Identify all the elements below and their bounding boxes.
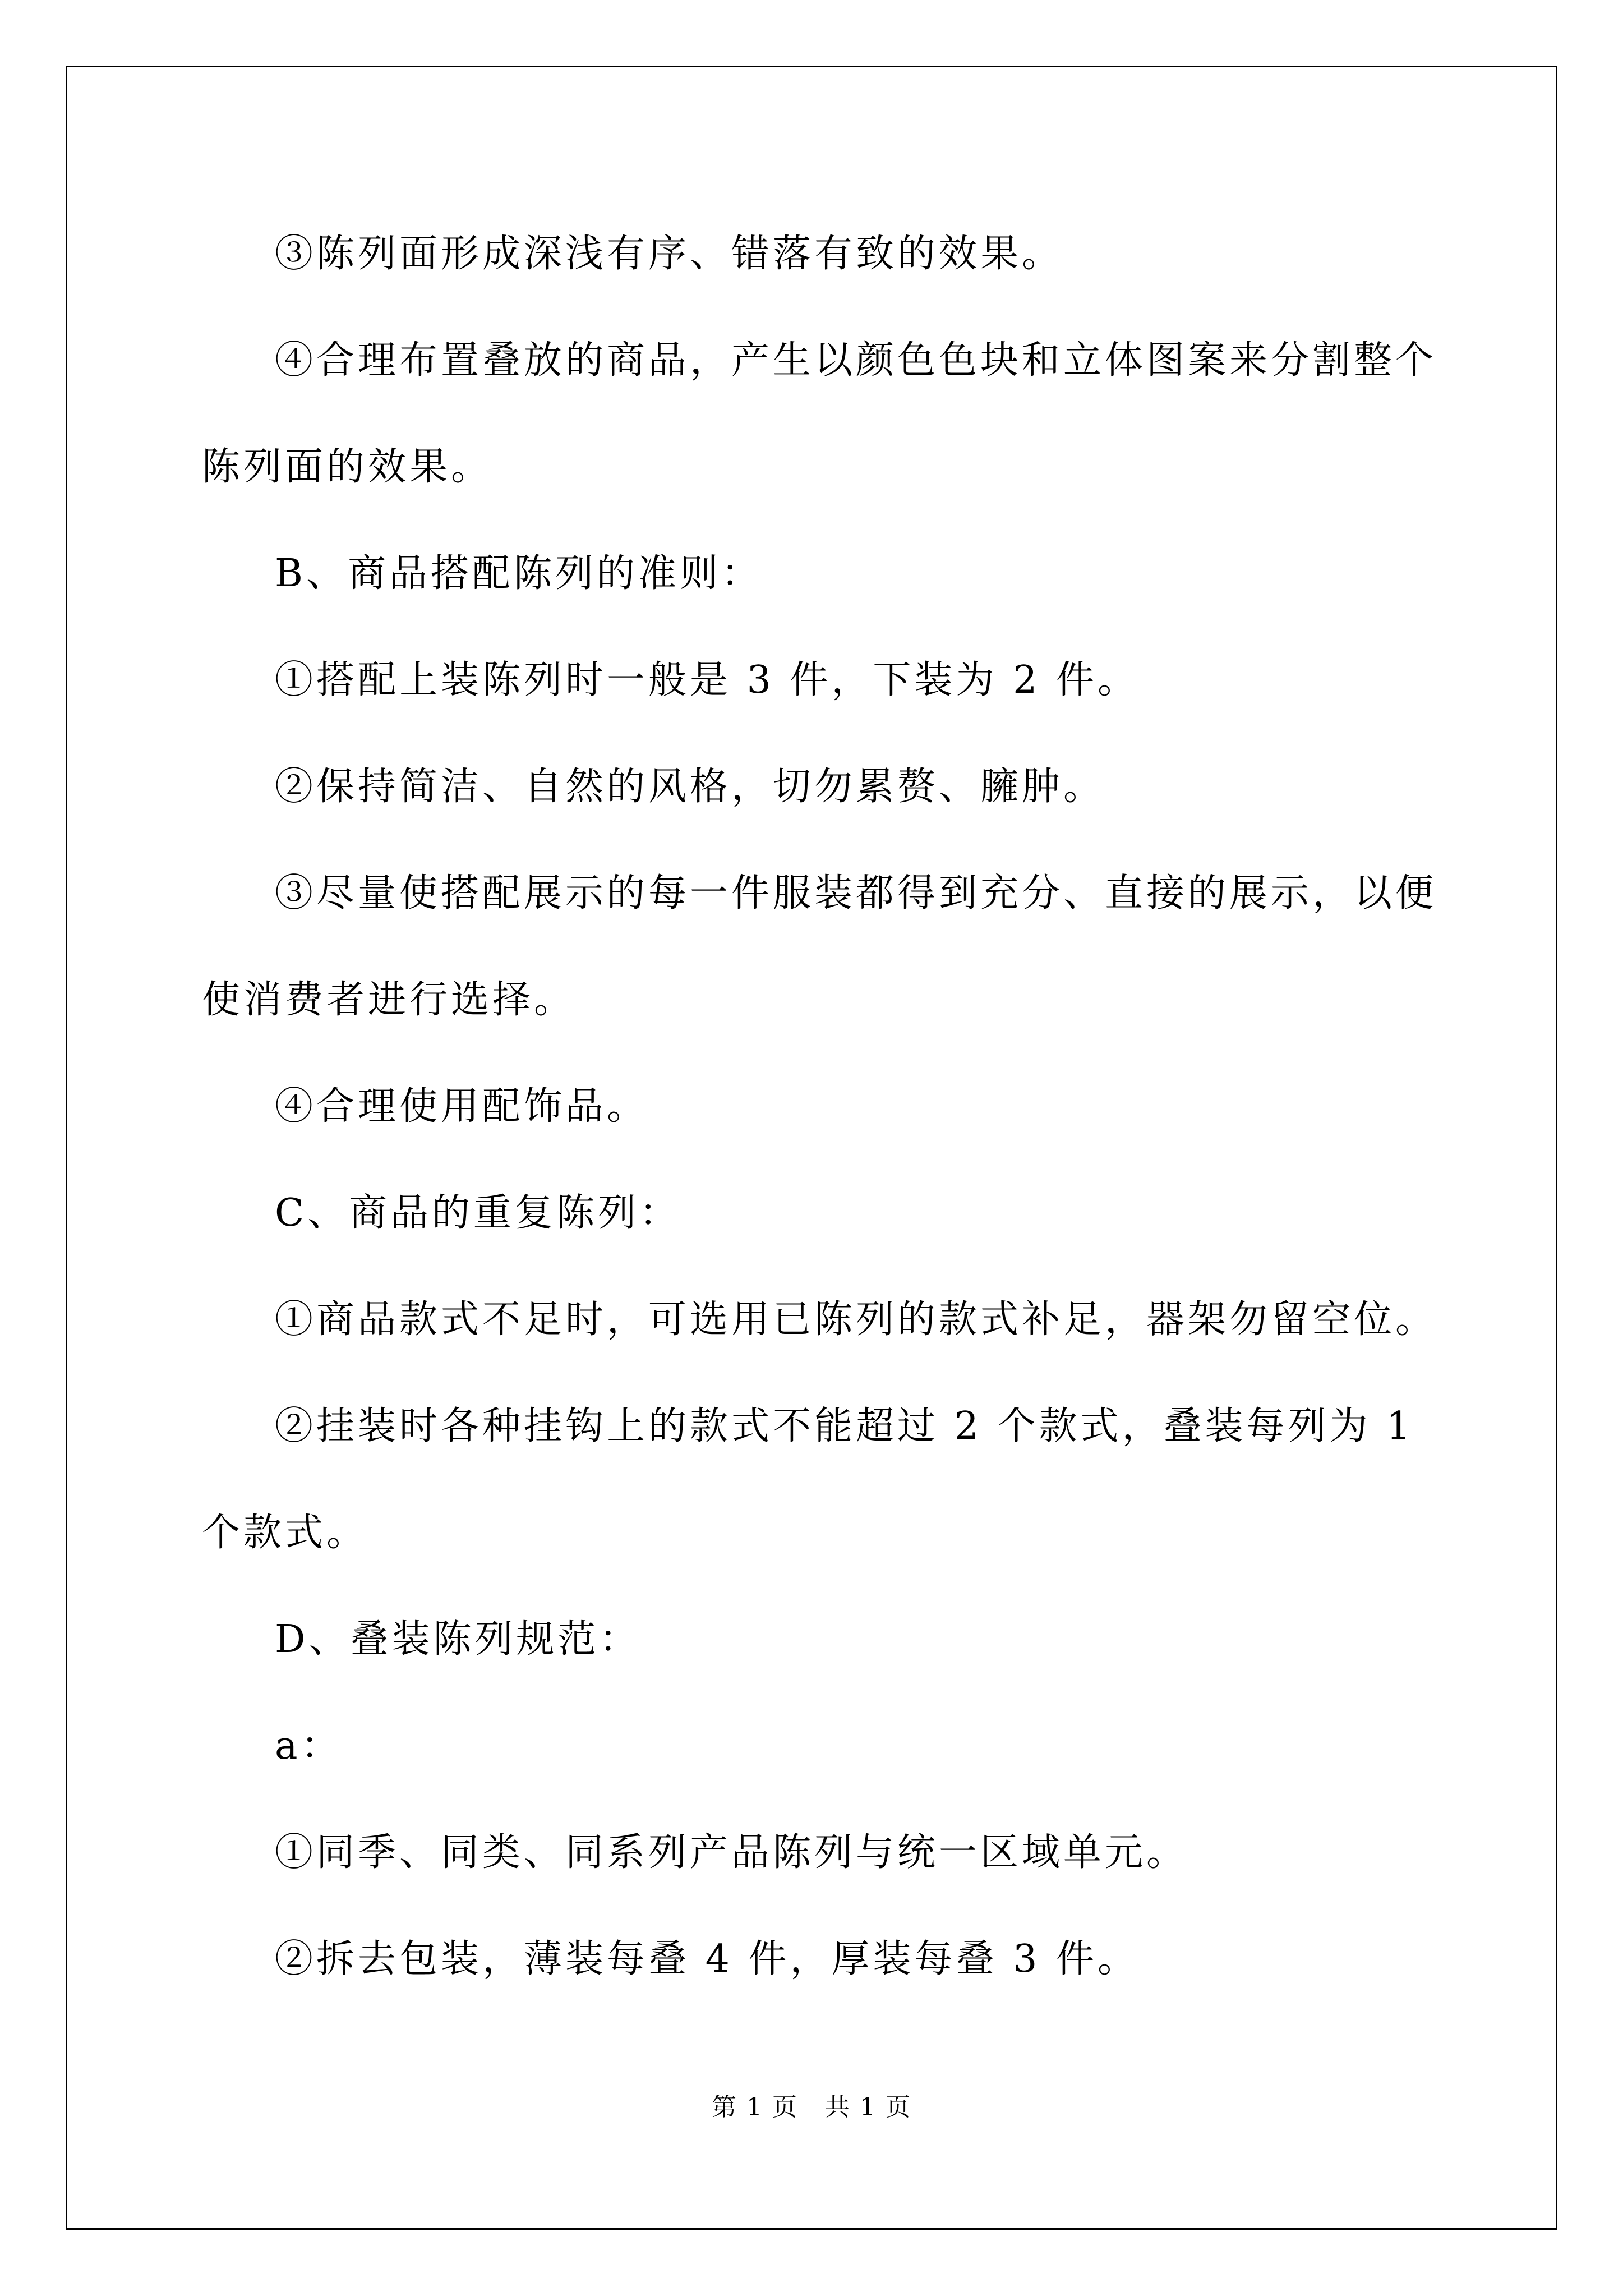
paragraph-14: ②拆去包装，薄装每叠 4 件，厚装每叠 3 件。 xyxy=(275,1937,1139,1981)
paragraph-7: ④合理使用配饰品。 xyxy=(275,1084,649,1129)
paragraph-3: B、商品搭配陈列的准则： xyxy=(275,551,763,596)
paragraph-10: ②挂装时各种挂钩上的款式不能超过 2 个款式，叠装每列为 1 个款式。 xyxy=(202,1404,1414,1555)
paragraph-2: ④合理布置叠放的商品，产生以颜色色块和立体图案来分割整个陈列面的效果。 xyxy=(202,338,1437,489)
paragraph-8: C、商品的重复陈列： xyxy=(275,1191,681,1235)
paragraph-11: D、叠装陈列规范： xyxy=(275,1617,641,1662)
paragraph-6: ③尽量使搭配展示的每一件服装都得到充分、直接的展示，以便使消费者进行选择。 xyxy=(202,871,1437,1022)
page-total: 共 1 页 xyxy=(825,2093,911,2122)
paragraph-9: ①商品款式不足时，可选用已陈列的款式补足，器架勿留空位。 xyxy=(275,1297,1437,1342)
paragraph-5: ②保持简洁、自然的风格，切勿累赘、臃肿。 xyxy=(275,765,1105,809)
paragraph-13: ①同季、同类、同系列产品陈列与统一区域单元。 xyxy=(275,1830,1188,1875)
paragraph-4: ①搭配上装陈列时一般是 3 件，下装为 2 件。 xyxy=(275,658,1139,702)
paragraph-12: a： xyxy=(275,1724,343,1768)
paragraph-1: ③陈列面形成深浅有序、错落有致的效果。 xyxy=(275,232,1064,276)
page-number: 第 1 页 xyxy=(712,2093,798,2122)
page-footer xyxy=(0,2087,1623,2123)
